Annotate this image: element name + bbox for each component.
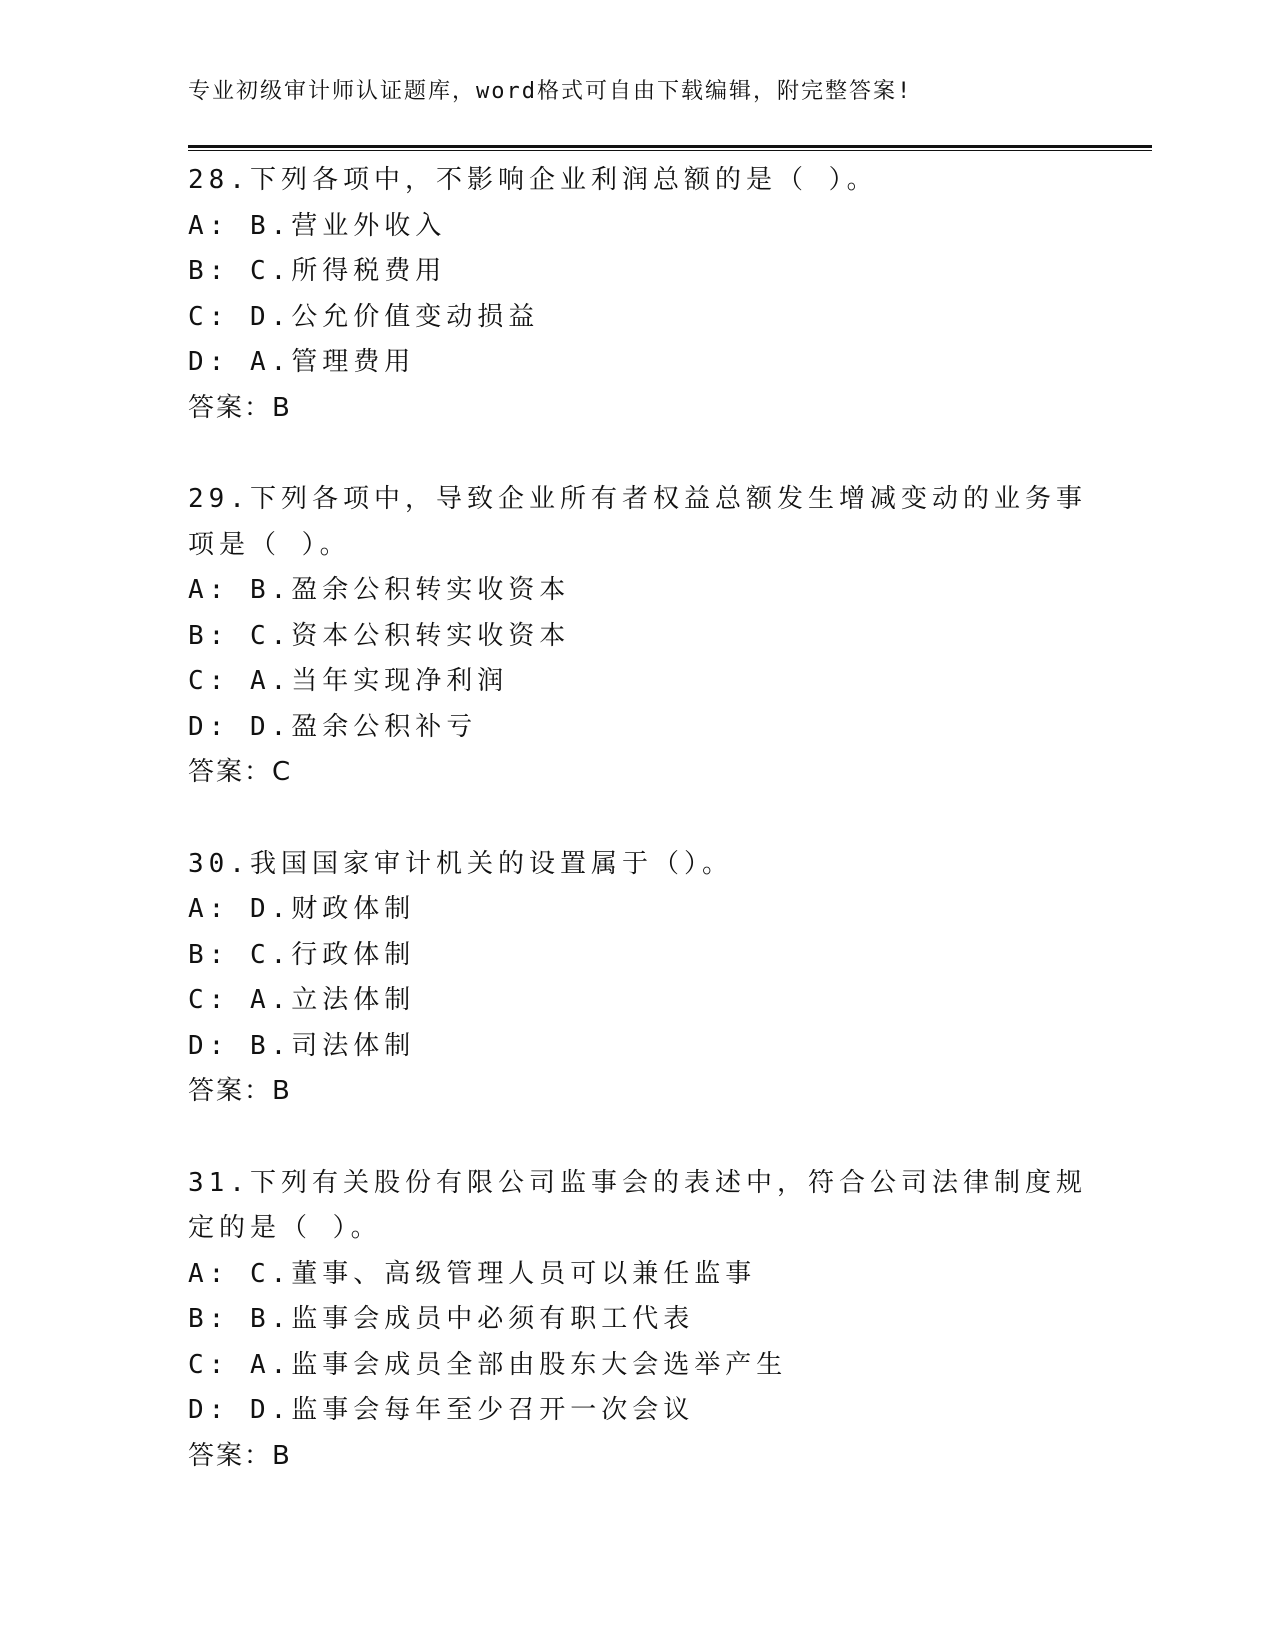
answer-line: 答案：B [188, 392, 292, 423]
option-c: C: D.公允价值变动损益 [188, 301, 540, 332]
question-stem: 31.下列有关股份有限公司监事会的表述中，符合公司法律制度规定的是（ ）。 [188, 1167, 1087, 1243]
option-b: B: B.监事会成员中必须有职工代表 [188, 1304, 695, 1334]
option-a: A: D.财政体制 [188, 894, 416, 924]
header-note: 专业初级审计师认证题库，word格式可自由下载编辑，附完整答案! [188, 79, 913, 104]
header-divider [188, 145, 1152, 151]
option-d: D: D.盈余公积补亏 [188, 711, 478, 742]
option-d: D: A.管理费用 [188, 347, 416, 377]
option-d: D: D.监事会每年至少召开一次会议 [188, 1395, 695, 1425]
option-a: A: C.董事、高级管理人员可以兼任监事 [188, 1258, 757, 1289]
option-a: A: B.营业外收入 [188, 210, 447, 241]
option-c: C: A.当年实现净利润 [188, 666, 509, 696]
question-28 [188, 158, 1088, 431]
option-b: B: C.所得税费用 [188, 256, 447, 286]
question-29 [188, 477, 1088, 796]
answer-line: 答案：B [188, 1440, 292, 1471]
answer-line: 答案：B [188, 1076, 292, 1106]
question-31 [188, 1161, 1088, 1480]
option-c: C: A.监事会成员全部由股东大会选举产生 [188, 1349, 788, 1380]
question-stem: 29.下列各项中，导致企业所有者权益总额发生增减变动的业务事项是（ ）。 [188, 484, 1087, 560]
option-c: C: A.立法体制 [188, 985, 416, 1015]
question-stem: 28.下列各项中，不影响企业利润总额的是（ ）。 [188, 165, 878, 195]
answer-line: 答案：C [188, 757, 293, 787]
option-d: D: B.司法体制 [188, 1030, 416, 1061]
option-a: A: B.盈余公积转实收资本 [188, 575, 571, 605]
option-b: B: C.行政体制 [188, 939, 416, 970]
question-30 [188, 842, 1088, 1115]
option-b: B: C.资本公积转实收资本 [188, 620, 571, 651]
question-list [188, 158, 1088, 1479]
question-stem: 30.我国国家审计机关的设置属于（）。 [188, 848, 733, 879]
